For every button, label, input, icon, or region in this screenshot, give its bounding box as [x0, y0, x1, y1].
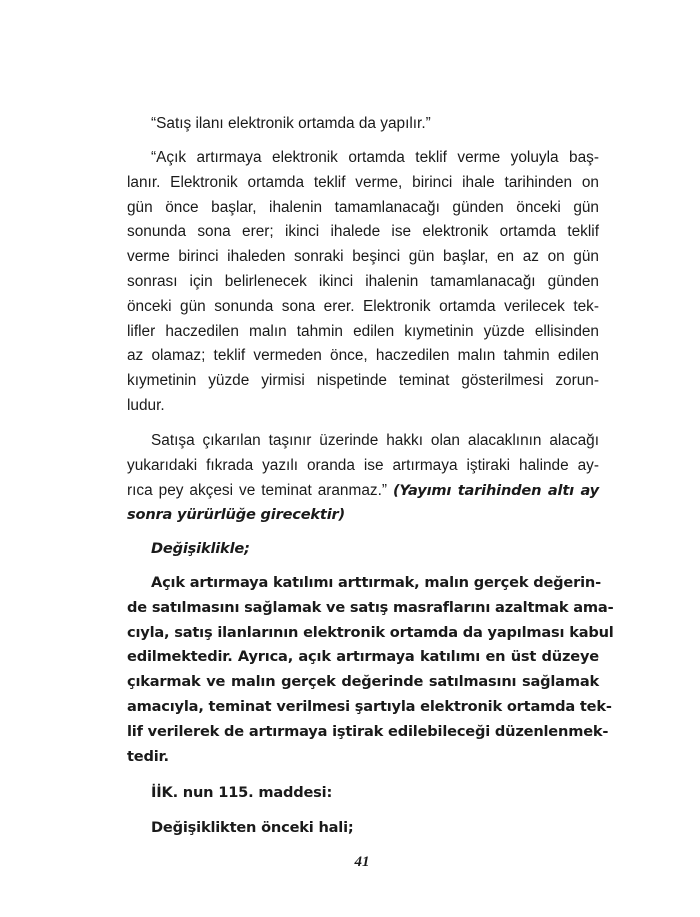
- paragraph: [127, 816, 599, 841]
- text-segment: cıyla, satış ilanlarının elektronik ortamda da yapılması kabul: [127, 623, 614, 641]
- text-segment: edilmektedir. Ayrıca, açık artırmaya katılımı en üst düzeye: [127, 648, 599, 666]
- paragraph: [127, 429, 599, 528]
- text-segment: lifler haczedilen malın tahmin edilen kıymetinin yüzde ellisinden: [127, 322, 599, 340]
- text-line: [127, 621, 614, 646]
- paragraph: [127, 781, 599, 806]
- text-segment: önceki gün sonunda sona erer. Elektronik ortamda verilecek tek-: [127, 297, 599, 315]
- text-segment: gün önce başlar, ihalenin tamamlanacağı günden önceki gün: [127, 198, 599, 216]
- text-segment: rıca pey akçesi ve teminat aranmaz.”: [127, 481, 393, 499]
- text-line: [127, 571, 599, 596]
- text-segment: İİK. nun 115. maddesi:: [151, 784, 333, 801]
- text-line: [127, 112, 599, 137]
- text-segment: amacıyla, teminat verilmesi şartıyla elektronik ortamda tek-: [127, 697, 612, 715]
- text-line: [127, 196, 599, 221]
- text-segment: Satışa çıkarılan taşınır üzerinde hakkı olan alacaklının alacağı: [151, 432, 599, 449]
- text-line: [127, 695, 612, 720]
- text-line: [127, 295, 599, 320]
- page-number: 41: [354, 854, 370, 870]
- text-line: [127, 171, 599, 196]
- text-line: [127, 596, 614, 621]
- text-line: [127, 146, 599, 171]
- text-line: [127, 537, 599, 562]
- text-segment: “Açık artırmaya elektronik ortamda teklif verme yoluyla baş-: [151, 149, 599, 166]
- text-segment: lif verilerek de artırmaya iştirak edilebileceği düzenlenmek-: [127, 722, 609, 740]
- emphasis-text: (Yayımı tarihinden altı ay: [392, 481, 599, 499]
- text-line: [127, 245, 599, 270]
- paragraph: [127, 537, 599, 562]
- text-segment: çıkarmak ve malın gerçek değerinde satılmasını sağlamak: [127, 673, 599, 691]
- text-segment: verme birinci ihaleden sonraki beşinci gün başlar, en az on gün: [127, 248, 599, 266]
- text-line: [127, 745, 599, 770]
- text-line: [127, 503, 599, 528]
- text-segment: az olamaz; teklif vermeden önce, haczedilen malın tahmin edilen: [127, 347, 599, 365]
- text-segment: ludur.: [127, 396, 165, 414]
- text-line: [127, 369, 599, 394]
- text-line: [127, 479, 599, 504]
- text-line: [127, 394, 599, 419]
- emphasis-text: sonra yürürlüğe girecektir): [127, 506, 345, 524]
- text-segment: de satılmasını sağlamak ve satış masraflarını azaltmak ama-: [127, 598, 614, 616]
- text-line: [127, 320, 599, 345]
- text-segment: sonrası için belirlenecek ikinci ihalenin tamamlanacağı günden: [127, 272, 599, 290]
- text-line: [127, 645, 599, 670]
- text-line: [127, 454, 599, 479]
- text-segment: Değişiklikle;: [151, 540, 250, 557]
- text-line: [127, 429, 599, 454]
- text-segment: lanır. Elektronik ortamda teklif verme, birinci ihale tarihinden on: [127, 173, 599, 191]
- text-line: [127, 270, 599, 295]
- text-segment: Değişiklikten önceki hali;: [151, 819, 354, 836]
- text-segment: “Satış ilanı elektronik ortamda da yapılır.”: [151, 115, 431, 132]
- text-line: [127, 344, 599, 369]
- text-segment: sonunda sona erer; ikinci ihalede ise elektronik ortamda teklif: [127, 223, 599, 241]
- text-segment: yukarıdaki fıkrada yazılı oranda ise artırmaya iştiraki halinde ay-: [127, 456, 599, 474]
- text-line: [127, 220, 599, 245]
- text-line: [127, 781, 599, 806]
- text-segment: kıymetinin yüzde yirmisi nispetinde teminat gösterilmesi zorun-: [127, 372, 599, 390]
- paragraph: [127, 112, 599, 137]
- text-line: [127, 720, 609, 745]
- text-segment: tedir.: [127, 747, 169, 765]
- paragraph: [127, 146, 599, 419]
- text-segment: Açık artırmaya katılımı arttırmak, malın gerçek değerin-: [151, 574, 601, 591]
- text-line: [127, 816, 599, 841]
- paragraph: [127, 571, 614, 769]
- text-line: [127, 670, 599, 695]
